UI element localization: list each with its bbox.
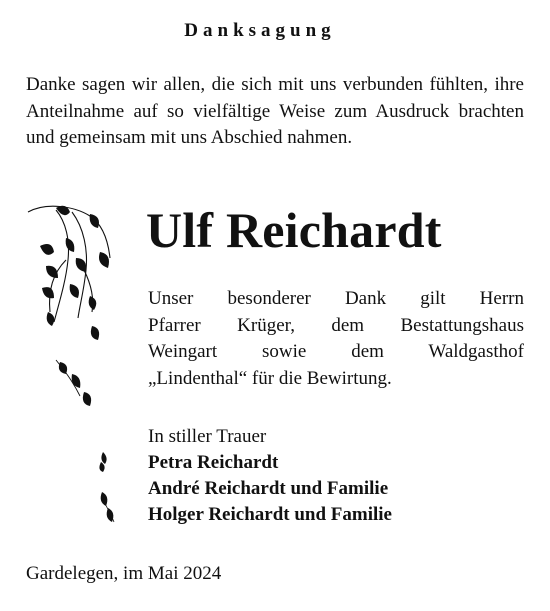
place-date: Gardelegen, im Mai 2024 bbox=[26, 563, 222, 584]
mourners-block bbox=[148, 424, 392, 528]
mourner-name: André Reichardt und Familie bbox=[148, 478, 389, 499]
intro-text bbox=[26, 72, 524, 152]
thanks-line: Weingart sowie dem Waldgasthof bbox=[148, 341, 524, 362]
mourner-name: Petra Reichardt bbox=[148, 452, 279, 473]
intro-paragraph: Danke sagen wir allen, die sich mit uns verbunden fühlten, ihre Anteilnahme auf so vielfältige Weise zum Ausdruck brachten und gemeinsam mit uns Abschied nahmen. bbox=[26, 74, 524, 148]
mourning-label: In stiller Trauer bbox=[148, 426, 267, 447]
thanks-line: „Lindenthal“ für die Bewirtung. bbox=[148, 367, 392, 389]
leaf-icon bbox=[96, 490, 120, 526]
mourner-name: Holger Reichardt und Familie bbox=[148, 504, 392, 525]
birch-branch-icon bbox=[26, 200, 126, 420]
thanks-line: Unser besonderer Dank gilt Herrn bbox=[148, 288, 524, 309]
deceased-name: Ulf Reichardt bbox=[146, 202, 442, 258]
leaf-icon bbox=[96, 450, 110, 474]
heading: Danksagung bbox=[184, 20, 336, 41]
thanks-text bbox=[148, 286, 524, 392]
thanks-line: Pfarrer Krüger, dem Bestattungshaus bbox=[148, 314, 524, 336]
